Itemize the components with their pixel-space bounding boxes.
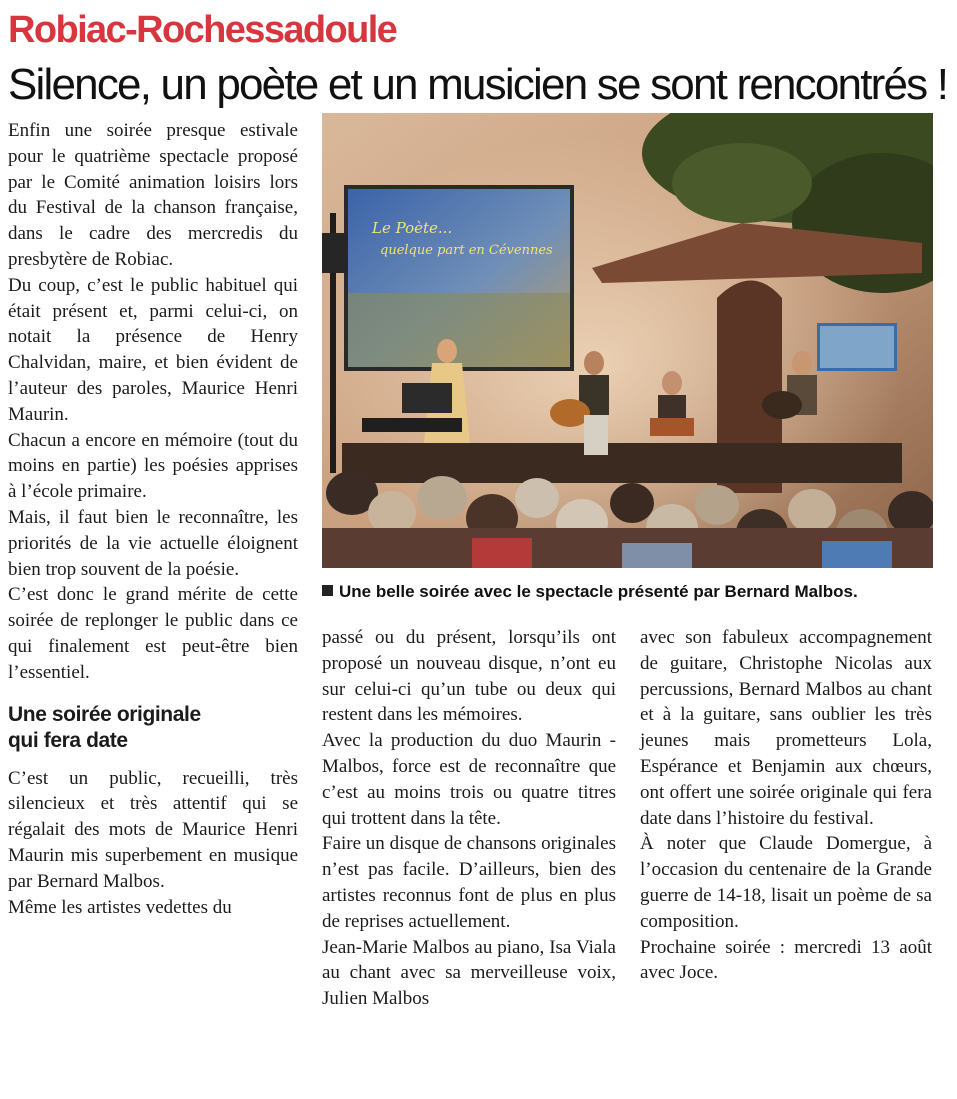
paragraph: Du coup, c’est le public habituel qui était présent et, parmi celui-ci, on notait la présence de Henry Chalvidan, maire, et bien évident de l’auteur des paroles, Maurice Henri Maurin.	[8, 274, 298, 425]
paragraph: Faire un disque de chansons originales n’est pas facile. D’ailleurs, bien des artistes reconnus font de plus en plus de reprises actuellement.	[322, 833, 616, 932]
paragraph: C’est un public, recueilli, très silencieux et très attentif qui se régalait des mots de Maurice Henri Maurin mis superbement en musique par Bernard Malbos.	[8, 767, 298, 892]
paragraph: Chacun a encore en mémoire (tout du moins en partie) les poésies apprises à l’école primaire.	[8, 429, 298, 503]
section-kicker: Robiac-Rochessadoule	[8, 9, 397, 51]
paragraph: Jean-Marie Malbos au piano, Isa Viala au chant avec sa merveilleuse voix, Julien Malbos	[322, 936, 616, 1010]
paragraph: Même les artistes vedettes du	[8, 896, 232, 918]
paragraph: passé ou du présent, lorsqu’ils ont proposé un nouveau disque, n’ont eu sur celui-ci qu’un tube ou deux qui restent dans les mémoires.	[322, 627, 616, 726]
caption-text: Une belle soirée avec le spectacle présenté par Bernard Malbos.	[339, 582, 858, 601]
text-column-3	[640, 625, 932, 986]
screen-title-line1: Le Poète...	[372, 219, 453, 237]
paragraph: Avec la production du duo Maurin - Malbos, force est de reconnaître que c’est au moins trois ou quatre titres qui trottent dans la tête.	[322, 730, 616, 829]
subheading-line-1: Une soirée originale	[8, 702, 201, 726]
paragraph: Enfin une soirée presque estivale pour le quatrième spectacle proposé par le Comité animation loisirs lors du Festival de la chanson française, dans le cadre des mercredis du presbytère de Robiac.	[8, 120, 298, 270]
article-headline: Silence, un poète et un musicien se sont rencontrés !	[8, 60, 948, 109]
screen-title-line2: quelque part en Cévennes	[380, 243, 553, 258]
text-column-1	[8, 118, 298, 920]
subheading-line-2: qui fera date	[8, 728, 128, 752]
concert-photo	[322, 113, 933, 568]
text-column-2	[322, 625, 616, 1012]
paragraph: Prochaine soirée : mercredi 13 août avec Joce.	[640, 936, 932, 984]
paragraph: C’est donc le grand mérite de cette soirée de replonger le public dans ce qui finalement est peut-être bien l’essentiel.	[8, 584, 298, 683]
section-subheading	[8, 702, 298, 754]
photo-caption	[322, 580, 933, 604]
paragraph: À noter que Claude Domergue, à l’occasion du centenaire de la Grande guerre de 14-18, lisait un poème de sa composition.	[640, 833, 932, 932]
paragraph: avec son fabuleux accompagnement de guitare, Christophe Nicolas aux percussions, Bernard Malbos au chant et à la guitare, sans oublier les très jeunes mais prometteurs Lola, Espérance et Benjamin aux chœurs, ont offert une soirée originale qui fera date dans l’histoire du festival.	[640, 627, 932, 829]
caption-bullet	[322, 585, 333, 596]
paragraph: Mais, il faut bien le reconnaître, les priorités de la vie actuelle éloignent bien trop souvent de la poésie.	[8, 506, 298, 580]
